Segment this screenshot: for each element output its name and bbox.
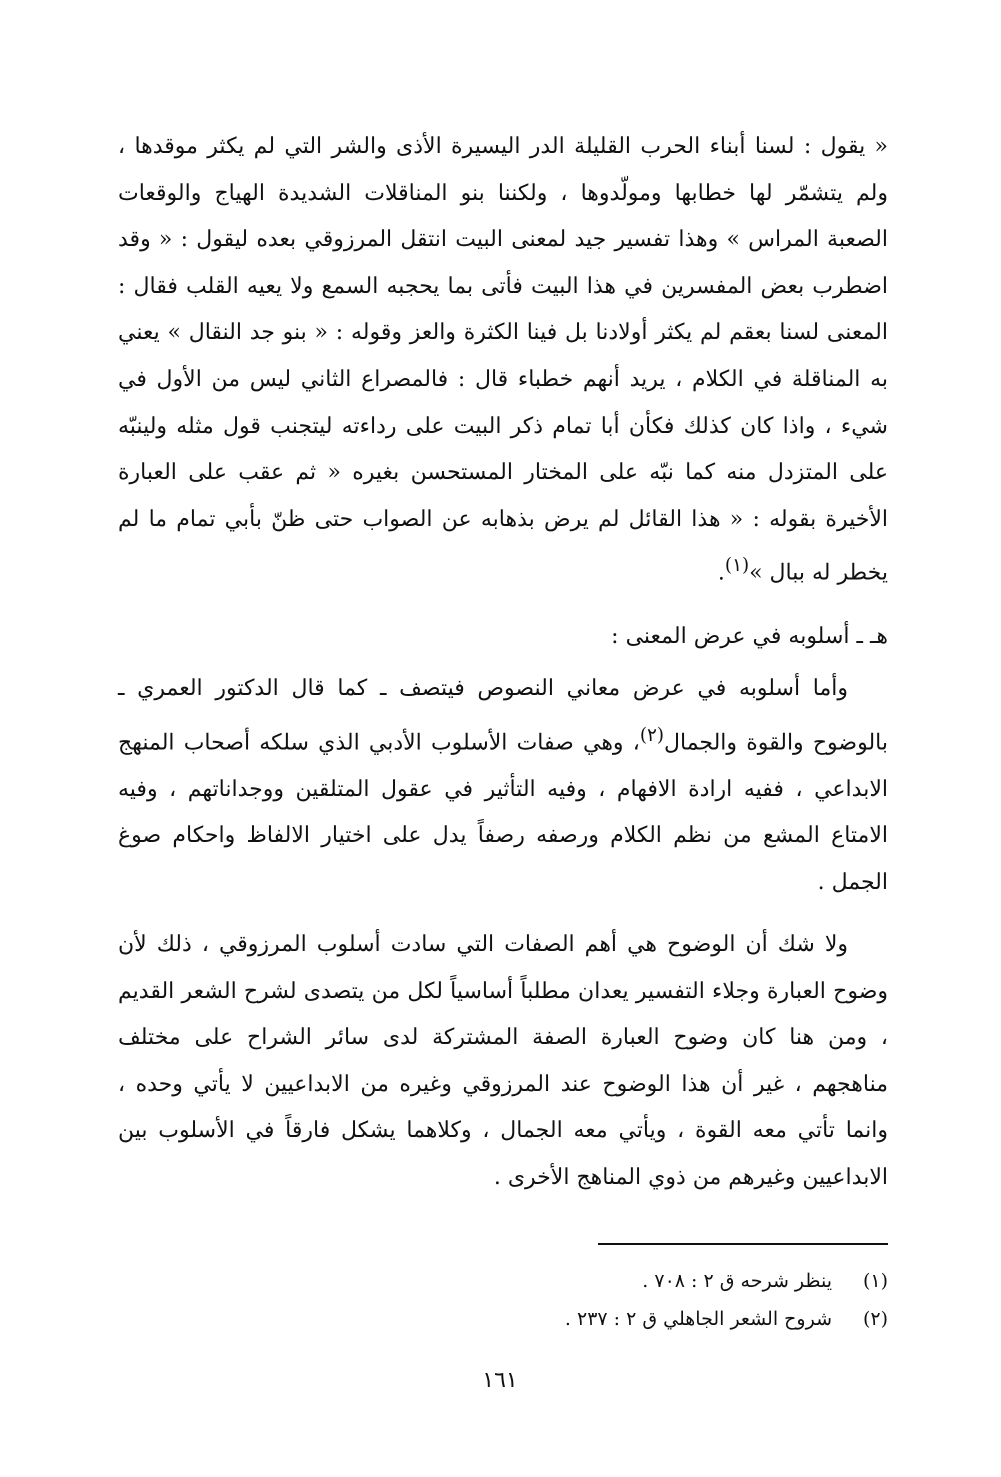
section-heading: هـ ـ أسلوبه في عرض المعنى : — [611, 624, 888, 649]
paragraph-1-text: « يقول : لسنا أبناء الحرب القليلة الدر اليسيرة الأذى والشر التي لم يكثر موقدها ، ولم يتشمّر لها خطابها ومولّدوها ، ولكننا بنو المناقلات الشديدة الهياج والوقعات الصعبة المراس » وهذا تفسير جيد لمعنى البيت انتقل المرزوقي بعده ليقول : « وقد اضطرب بعض المفسرين في هذا البيت فأتى بما يحجبه السمع ولا يعيه القلب فقال : المعنى لسنا بعقم لم يكثر أولادنا بل فينا الكثرة والعز وقوله : « بنو جد النقال » يعني به المناقلة في الكلام ، يريد أنهم خطباء قال : فالمصراع الثاني ليس من الأول في شيء ، واذا كان كذلك فكأن أبا تمام ذكر البيت على رداءته ليتجنب قول مثله ولينبّه على المتزدل منه كما نبّه على المختار المستحسن بغيره « ثم عقب على العبارة الأخيرة بقوله : « هذا القائل لم يرض بذهابه عن الصواب حتى ظنّ بأبي تمام ما لم يخطر له ببال » — [118, 134, 888, 586]
paragraph-1 — [118, 124, 888, 597]
paragraph-2-text-a: وأما أسلوبه في عرض معاني النصوص فيتصف ـ كما قال الدكتور العمري ـ بالوضوح والقوة والجمال — [118, 676, 888, 755]
paragraph-2-text-b: ، وهي صفات الأسلوب الأدبي الذي سلكه أصحاب المنهج الابداعي ، ففيه ارادة الافهام ، وفيه التأثير في عقول المتلقين ووجداناتهم ، وفيه الامتاع المشع من نظم الكلام ورصفه رصفاً يدل على اختيار الالفاظ واحكام صوغ الجمل . — [118, 729, 888, 895]
footnote-2-text: شروح الشعر الجاهلي ق ٢ : ٢٣٧ . — [564, 1308, 832, 1330]
footnote-ref-2: (٢) — [639, 724, 664, 746]
footnote-divider — [598, 1243, 888, 1245]
footnote-2 — [400, 1300, 888, 1338]
page-number: ١٦١ — [482, 1368, 518, 1393]
paragraph-3-text: ولا شك أن الوضوح هي أهم الصفات التي سادت أسلوب المرزوقي ، ذلك لأن وضوح العبارة وجلاء التفسير يعدان مطلباً أساسياً لكل من يتصدى لشرح الشعر القديم ، ومن هنا كان وضوح العبارة الصفة المشتركة لدى سائر الشراح على مختلف مناهجهم ، غير أن هذا الوضوح عند المرزوقي وغيره من الابداعيين لا يأتي وحده ، وانما تأتي معه القوة ، ويأتي معه الجمال ، وكلاهما يشكل فارقاً في الأسلوب بين الابداعيين وغيرهم من ذوي المناهج الأخرى . — [118, 932, 888, 1190]
footnote-1-number: (١) — [862, 1270, 888, 1292]
footnote-1-text: ينظر شرحه ق ٢ : ٧٠٨ . — [642, 1270, 832, 1292]
footnote-1 — [400, 1262, 888, 1300]
footnote-2-number: (٢) — [862, 1308, 888, 1330]
footnotes — [400, 1262, 888, 1338]
paragraph-3 — [118, 922, 888, 1202]
footnote-ref-1: (١) — [724, 555, 750, 577]
paragraph-2 — [118, 666, 888, 906]
paragraph-1-end: . — [717, 560, 725, 586]
